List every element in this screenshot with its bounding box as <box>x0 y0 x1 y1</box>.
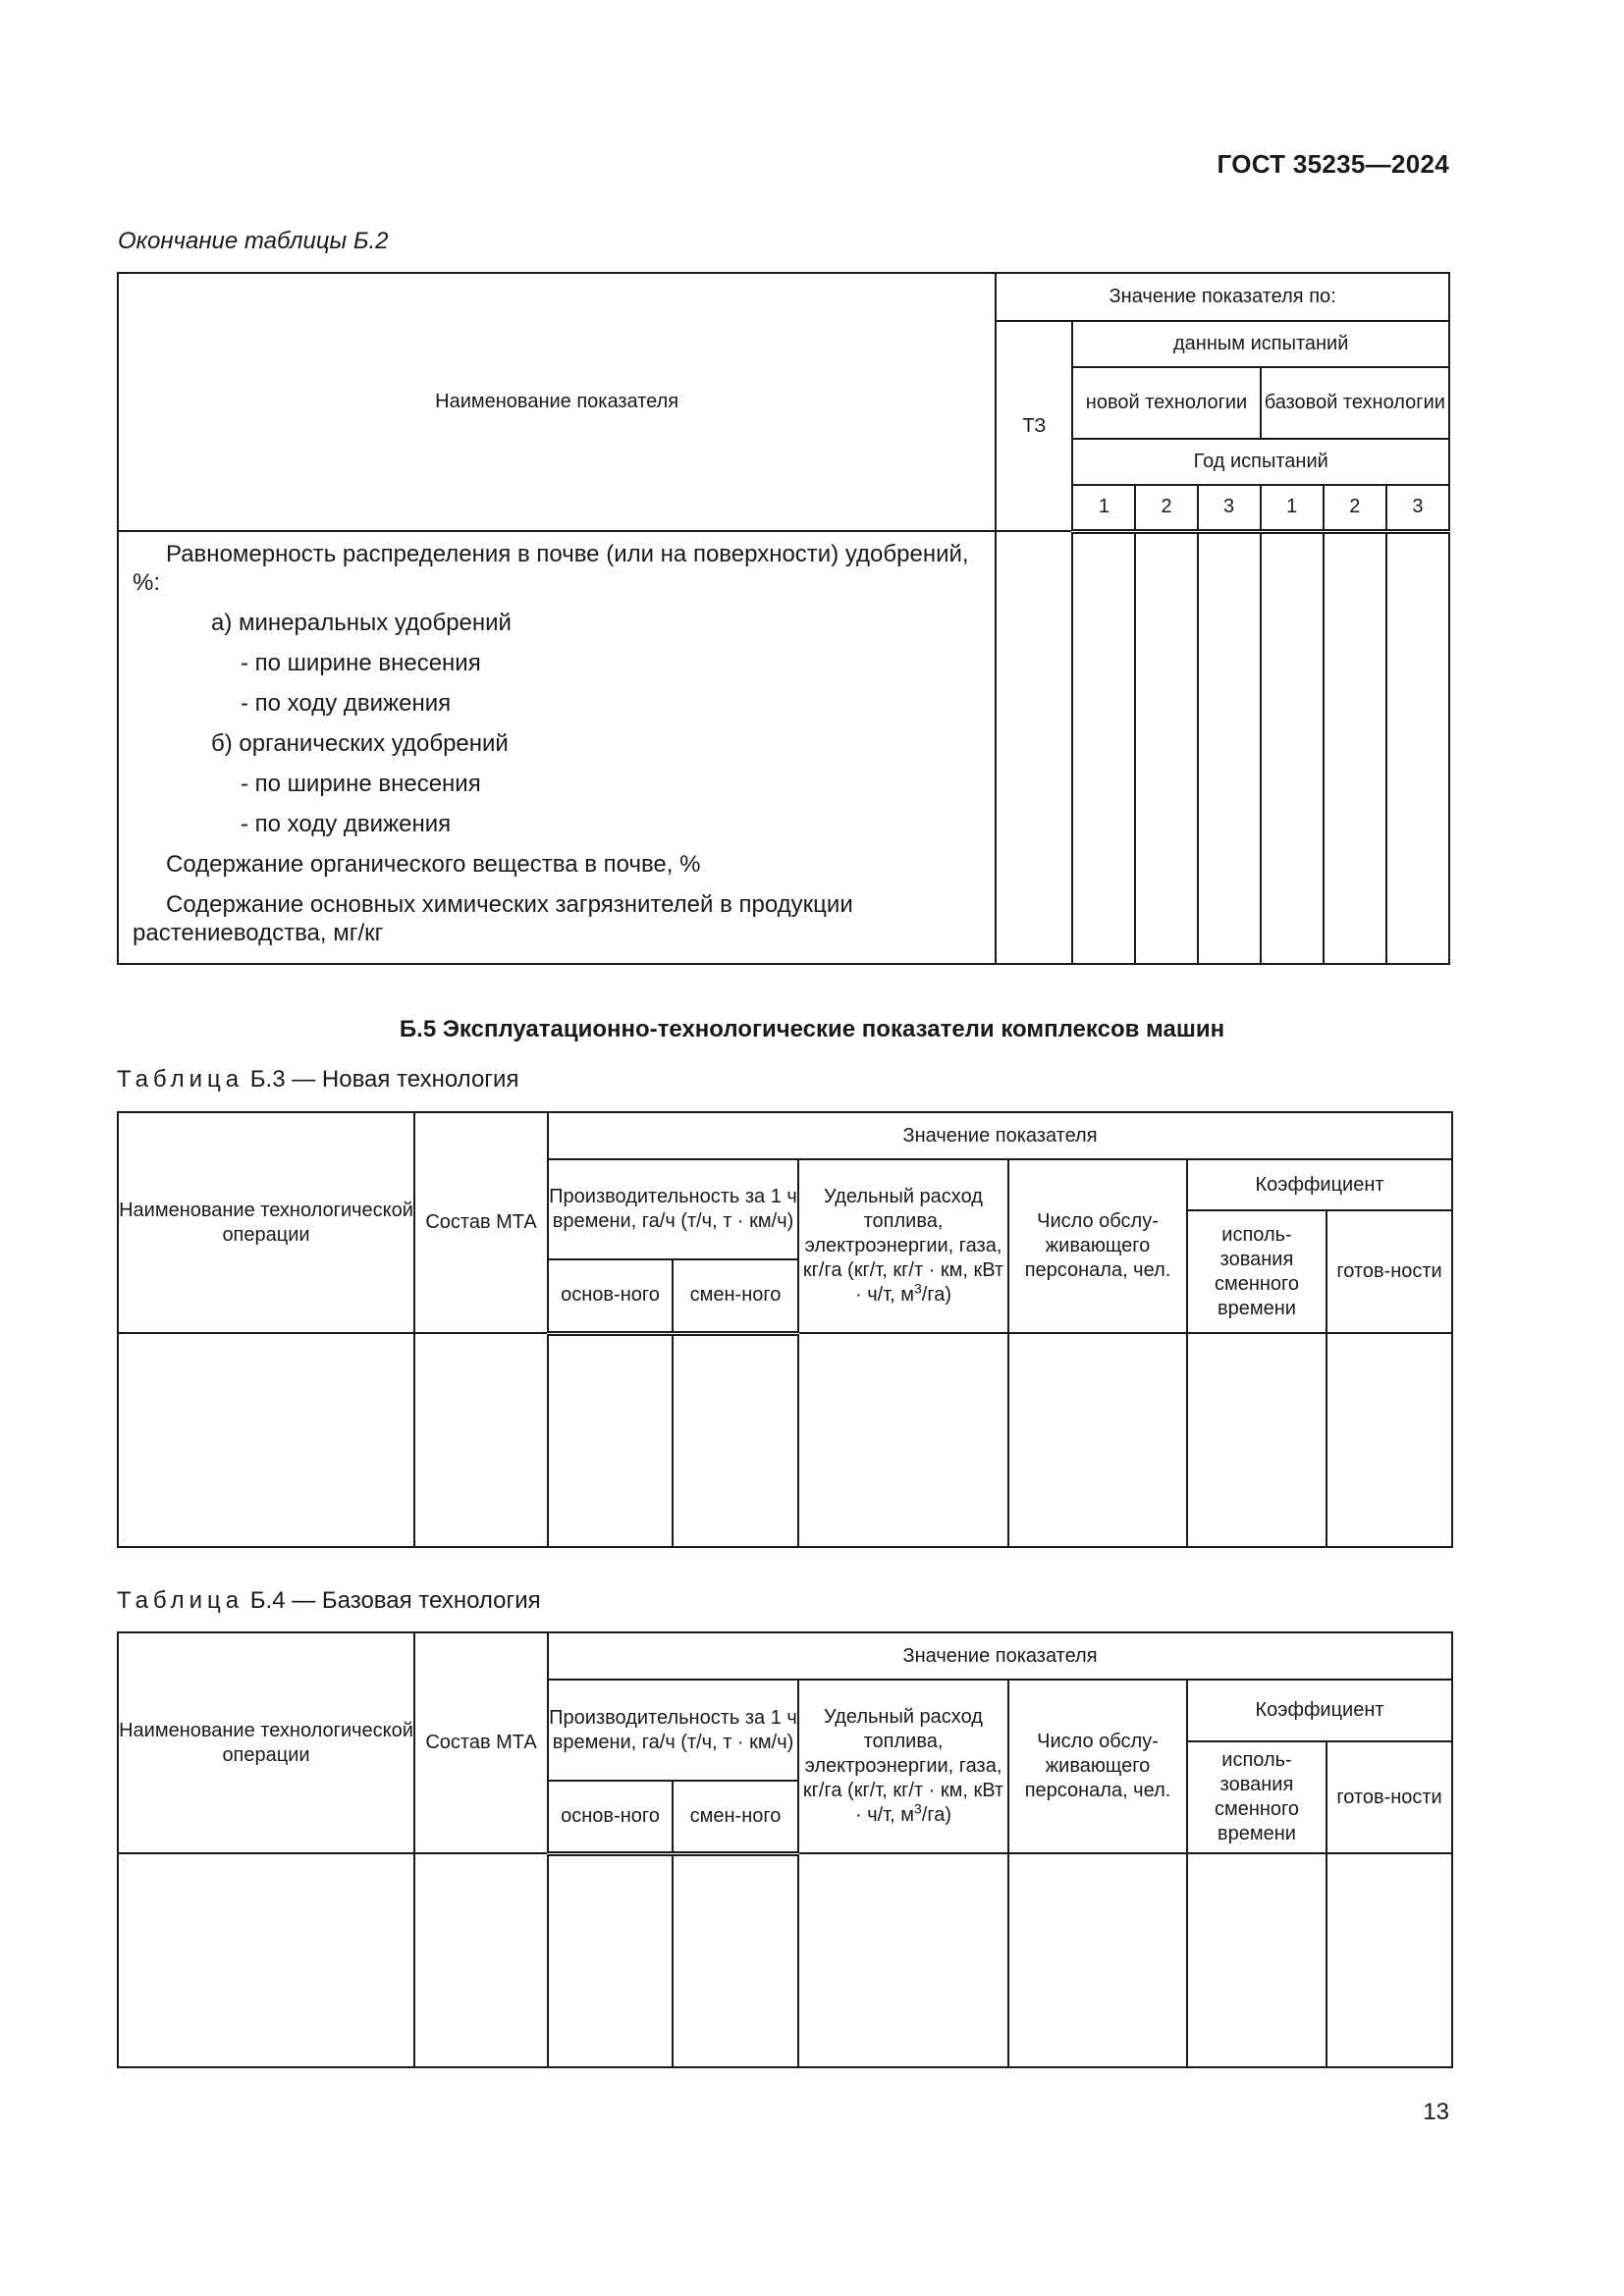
header-personnel: Число обслу-живающего персонала, чел. <box>1008 1159 1187 1333</box>
page-number: 13 <box>1423 2099 1449 2125</box>
header-main: основ-ного <box>548 1781 673 1853</box>
empty-cell <box>1261 531 1324 964</box>
empty-cell <box>414 1853 548 2067</box>
empty-cell <box>1187 1333 1326 1547</box>
empty-cell <box>1326 1853 1452 2067</box>
section-title: Б.5 Эксплуатационно-технологические показатели комплексов машин <box>399 1016 1225 1042</box>
header-consumption: Удельный расход топлива, электроэнергии, газа, кг/га (кг/т, кг/т · км, кВт · ч/т, $м^3/га$) <box>798 1680 1008 1853</box>
empty-cell <box>1198 531 1261 964</box>
header-value: Значение показателя <box>548 1112 1452 1159</box>
indicator-list <box>118 531 996 964</box>
indicator-row: Равномерность распределения в почве (или на поверхности) удобрений, %: <box>133 541 969 596</box>
empty-cell <box>673 1333 798 1547</box>
indicator-row: Содержание органического вещества в почве, % <box>166 851 701 878</box>
empty-cell <box>548 1853 673 2067</box>
header-operation: Наименование технологической операции <box>118 1112 414 1333</box>
empty-cell <box>118 1333 414 1547</box>
header-productivity: Производительность за 1 ч времени, га/ч (т/ч, т · км/ч) <box>548 1159 798 1259</box>
header-mta: Состав МТА <box>414 1112 548 1333</box>
header-personnel: Число обслу-живающего персонала, чел. <box>1008 1680 1187 1853</box>
header-consumption: Удельный расход топлива, электроэнергии, газа, кг/га (кг/т, кг/т · км, кВт · ч/т, $м^3/га$) <box>798 1159 1008 1333</box>
empty-cell <box>798 1853 1008 2067</box>
indicator-row: - по ширине внесения <box>241 771 481 797</box>
table-b4 <box>117 1631 1453 2068</box>
table-b2 <box>117 272 1450 965</box>
table-b4-caption <box>117 1587 541 1615</box>
header-coefficient: Коэффициент <box>1187 1159 1452 1210</box>
header-shift: смен-ного <box>673 1259 798 1333</box>
header-base-technology: базовой технологии <box>1261 367 1449 439</box>
empty-cell <box>1187 1853 1326 2067</box>
empty-cell <box>548 1333 673 1547</box>
document-code: ГОСТ 35235—2024 <box>1217 149 1449 179</box>
empty-cell <box>414 1333 548 1547</box>
caption-word: Таблица <box>117 1066 244 1093</box>
empty-cell <box>996 531 1072 964</box>
empty-cell <box>1324 531 1386 964</box>
header-year-3: 3 <box>1198 485 1261 531</box>
empty-cell <box>673 1853 798 2067</box>
header-year-1: 1 <box>1072 485 1135 531</box>
empty-cell <box>118 1853 414 2067</box>
header-readiness: готов-ности <box>1326 1210 1452 1333</box>
header-year-2: 2 <box>1135 485 1197 531</box>
table-b3 <box>117 1111 1453 1548</box>
indicator-row: а) минеральных удобрений <box>211 610 512 636</box>
header-indicator-name: Наименование показателя <box>118 273 996 531</box>
header-new-technology: новой технологии <box>1072 367 1260 439</box>
table-b3-caption <box>117 1066 518 1094</box>
empty-cell <box>1326 1333 1452 1547</box>
indicator-row: Содержание основных химических загрязнителей в продукции растениеводства, мг/кг <box>133 891 853 946</box>
header-use-time: исполь-зования сменного времени <box>1187 1741 1326 1853</box>
caption-word: Таблица <box>117 1587 244 1614</box>
header-use-time: исполь-зования сменного времени <box>1187 1210 1326 1333</box>
header-value: Значение показателя <box>548 1632 1452 1680</box>
indicator-row: - по ходу движения <box>241 811 452 837</box>
header-tz: ТЗ <box>996 321 1072 531</box>
header-shift: смен-ного <box>673 1781 798 1853</box>
empty-cell <box>1386 531 1449 964</box>
empty-cell <box>1135 531 1197 964</box>
header-test-data: данным испытаний <box>1072 321 1449 367</box>
table-b2-caption: Окончание таблицы Б.2 <box>118 228 389 254</box>
indicator-row: - по ширине внесения <box>241 650 481 676</box>
empty-cell <box>1008 1333 1187 1547</box>
header-mta: Состав МТА <box>414 1632 548 1853</box>
header-test-year: Год испытаний <box>1072 439 1449 485</box>
caption-title: Б.3 — Новая технология <box>249 1066 519 1093</box>
header-readiness: готов-ности <box>1326 1741 1452 1853</box>
header-year-3: 3 <box>1386 485 1449 531</box>
header-year-2: 2 <box>1324 485 1386 531</box>
header-year-1: 1 <box>1261 485 1324 531</box>
caption-title: Б.4 — Базовая технология <box>249 1587 541 1614</box>
indicator-row: б) органических удобрений <box>211 730 509 757</box>
empty-cell <box>798 1333 1008 1547</box>
header-operation: Наименование технологической операции <box>118 1632 414 1853</box>
header-coefficient: Коэффициент <box>1187 1680 1452 1741</box>
empty-cell <box>1072 531 1135 964</box>
header-main: основ-ного <box>548 1259 673 1333</box>
indicator-row: - по ходу движения <box>241 690 452 717</box>
header-value-group: Значение показателя по: <box>996 273 1449 321</box>
empty-cell <box>1008 1853 1187 2067</box>
header-productivity: Производительность за 1 ч времени, га/ч (т/ч, т · км/ч) <box>548 1680 798 1781</box>
